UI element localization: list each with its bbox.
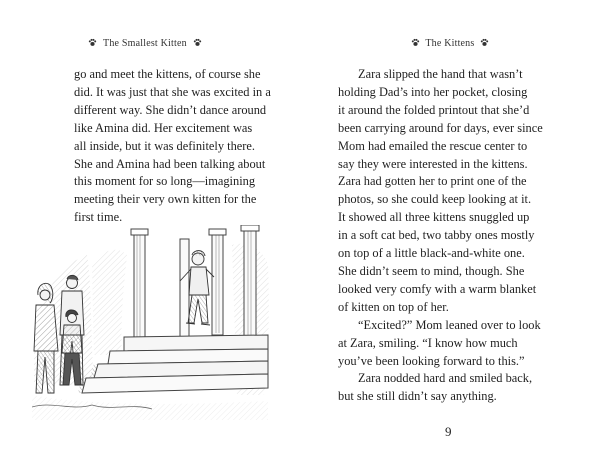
text-line: photos, so she could keep looking at it. — [338, 192, 532, 207]
text-line: “Excited?” Mom leaned over to look — [358, 317, 541, 332]
page-number: 9 — [445, 424, 452, 439]
text-line: She and Amina had been talking about — [74, 156, 266, 171]
text-line: this moment for so long—imagining — [74, 174, 256, 189]
right-body-text — [338, 66, 543, 406]
left-page — [0, 0, 290, 461]
text-line: first time. — [74, 210, 123, 225]
running-head-title: The Smallest Kitten — [103, 38, 187, 49]
paw-print-icon — [193, 38, 202, 47]
family-at-rescue-center-illustration — [32, 225, 270, 420]
running-head-left — [0, 38, 290, 49]
text-line: did. It was just that she was excited in a — [74, 84, 271, 99]
text-line: all inside, but it was definitely there. — [74, 138, 255, 153]
paw-print-icon — [88, 38, 97, 47]
text-line: of kitten on top of her. — [338, 299, 449, 314]
text-line: meeting their very own kitten for the — [74, 192, 257, 207]
text-line: looked very comfy with a warm blanket — [338, 281, 537, 296]
text-line: Zara nodded hard and smiled back, — [358, 371, 533, 386]
paw-print-icon — [411, 38, 420, 47]
text-line: it around the folded printout that she’d — [338, 102, 530, 117]
text-line: like Amina did. Her excitement was — [74, 120, 253, 135]
text-line: go and meet the kittens, of course she — [74, 67, 261, 81]
text-line: Mom had emailed the rescue center to — [338, 138, 528, 153]
text-line: Zara had gotten her to print one of the — [338, 174, 527, 189]
running-head-right — [300, 38, 600, 49]
text-line: It showed all three kittens snuggled up — [338, 210, 530, 225]
text-line: you’ve been looking forward to this.” — [338, 353, 525, 368]
left-body-text — [74, 66, 271, 227]
text-line: say they were interested in the kittens. — [338, 156, 528, 171]
text-line: but she still didn’t say anything. — [338, 389, 497, 404]
paw-print-icon — [480, 38, 489, 47]
text-line: Zara slipped the hand that wasn’t — [358, 67, 523, 81]
text-line: at Zara, smiling. “I know how much — [338, 335, 518, 350]
text-line: different way. She didn’t dance around — [74, 102, 267, 117]
text-line: in a soft cat bed, two tabby ones mostly — [338, 228, 535, 243]
text-line: on top of a little black-and-white one. — [338, 246, 525, 261]
text-line: holding Dad’s into her pocket, closing — [338, 84, 528, 99]
text-line: She didn’t seem to mind, though. She — [338, 263, 525, 278]
running-head-title: The Kittens — [425, 38, 475, 49]
text-line: been carrying around for days, ever since — [338, 120, 543, 135]
